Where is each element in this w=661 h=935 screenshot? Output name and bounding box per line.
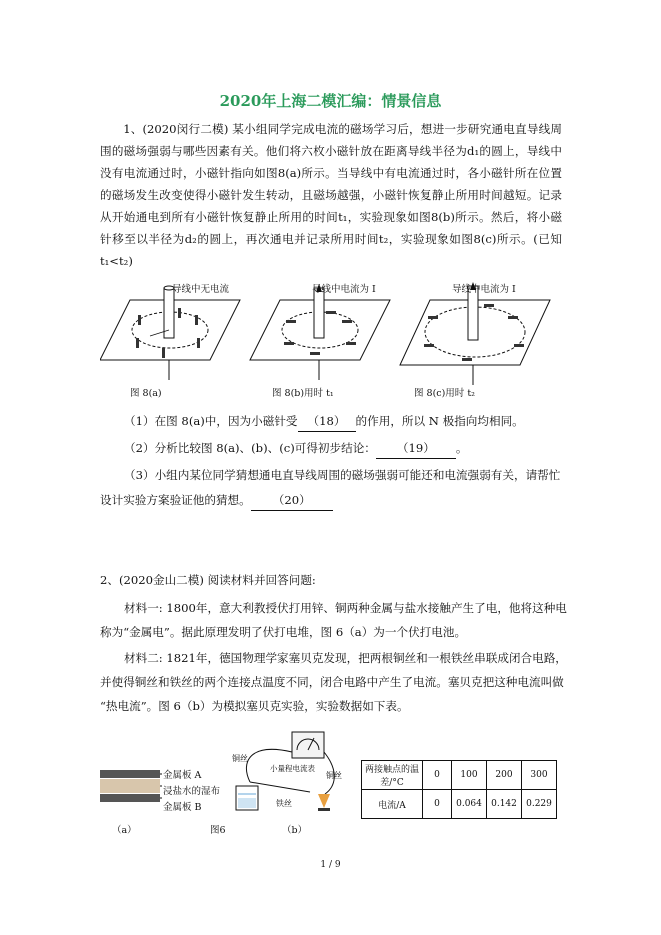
table-cell: 0.229 [522, 790, 557, 819]
table-cell: 0 [423, 761, 452, 790]
figure-8b [250, 284, 390, 380]
q1-sub2-text-end: 。 [455, 441, 468, 455]
table-cell: 300 [522, 761, 557, 790]
fig6a-caption: （a） [112, 825, 137, 836]
q2-material2-line3: “热电流”。图 6（b）为模拟塞贝克实验，实验数据如下表。 [100, 699, 409, 713]
q2-material2-line2: 并使得铜丝和铁丝的两个连接点温度不同，闭合电路中产生了电流。塞贝克把这种电流叫做 [100, 675, 564, 689]
table-cell: 0 [423, 790, 452, 819]
fig8b-caption: 图 8(b)用时 t₁ [272, 388, 334, 399]
table-cell: 0.064 [452, 790, 487, 819]
table-cell: 0.142 [487, 790, 522, 819]
label-copper-2: 铜丝 [326, 771, 342, 780]
table-row [362, 761, 557, 790]
answer-blank-18: （18） [298, 411, 356, 432]
table-cell: 100 [452, 761, 487, 790]
fig6b-caption: （b） [282, 825, 308, 836]
fig8b-label: 导线中电流为 I [312, 284, 376, 295]
page-number: 1 / 9 [320, 860, 341, 870]
q1-intro: 1、(2020闵行二模) 某小组同学完成电流的磁场学习后，想进一步研究通电直导线周围的磁场强弱与哪些因素有关。他们将六枚小磁针放在距离导线半径为d₁的圆上，导线中没有电流通过时，小磁针指向如图8(a)所示。当导线中有电流通过时，各小磁针所在位置的磁场发生改变使得小磁针发生转动，且磁场越强，小磁针恢复静止所用时间越短。记录从开始通电到所有小磁针恢复静止所用的时间t₁，实验现象如图8(b)所示。然后，将小磁针移至以半径为d₂的圆上，再次通电并记录所用时间t₂，实验现象如图8(c)所示。(已知t₁<t₂) [100, 122, 562, 268]
answer-blank-20: （20） [251, 490, 333, 511]
q1-sub2 [124, 438, 468, 459]
q1-sub1 [124, 411, 524, 432]
q2-material1-line2: 称为“金属电”。据此原理发明了伏打电堆，图 6（a）为一个伏打电池。 [100, 625, 467, 639]
label-meter: 小量程电流表 [270, 764, 315, 773]
label-copper-1: 铜丝 [232, 754, 248, 763]
q2-material2-line1: 材料二: 1821年，德国物理学家塞贝克发现，把两根铜丝和一根铁丝串联成闭合电路， [124, 651, 567, 665]
q1-sub3-line1: （3）小组内某位同学猜想通电直导线周围的磁场强弱可能还和电流强弱有关，请帮忙 [124, 468, 561, 482]
label-plate-a: 金属板 A [163, 770, 202, 781]
figure-6 [100, 722, 360, 832]
label-cloth: 浸盐水的湿布 [163, 786, 221, 797]
table-header-current: 电流/A [362, 790, 423, 819]
fig8c-label: 导线中电流为 I [452, 284, 516, 295]
q1-sub3-line2 [100, 490, 333, 511]
figure-8a [100, 286, 240, 380]
fig8a-caption: 图 8(a) [130, 388, 162, 399]
q1-sub2-text: （2）分析比较图 8(a)、(b)、(c)可得初步结论： [124, 441, 376, 455]
fig8a-label: 导线中无电流 [172, 284, 230, 295]
page-title: 2020年上海二模汇编：情景信息 [219, 92, 442, 110]
table-header-temp: 两接触点的温差/°C [362, 761, 423, 790]
answer-blank-19: （19） [376, 438, 456, 459]
q2-intro: 2、(2020金山二模) 阅读材料并回答问题: [100, 573, 316, 587]
q1-sub1-text: （1）在图 8(a)中，因为小磁针受 [124, 414, 298, 428]
table-cell: 200 [487, 761, 522, 790]
label-iron: 铁丝 [276, 799, 292, 808]
figure-8 [100, 280, 570, 400]
q1-sub3-text: 设计实验方案验证他的猜想。 [100, 493, 251, 507]
fig8c-caption: 图 8(c)用时 t₂ [414, 388, 475, 399]
figure-6a [100, 770, 162, 802]
data-table [361, 760, 557, 819]
label-plate-b: 金属板 B [163, 802, 202, 813]
q2-material1-line1: 材料一: 1800年，意大利教授伏打用锌、铜两种金属与盐水接触产生了电，他将这种电 [124, 601, 567, 615]
fig6-caption: 图6 [210, 825, 226, 836]
table-row [362, 790, 557, 819]
figure-8c [400, 282, 550, 385]
q1-sub1-text-end: 的作用，所以 N 极指向均相同。 [355, 414, 524, 428]
